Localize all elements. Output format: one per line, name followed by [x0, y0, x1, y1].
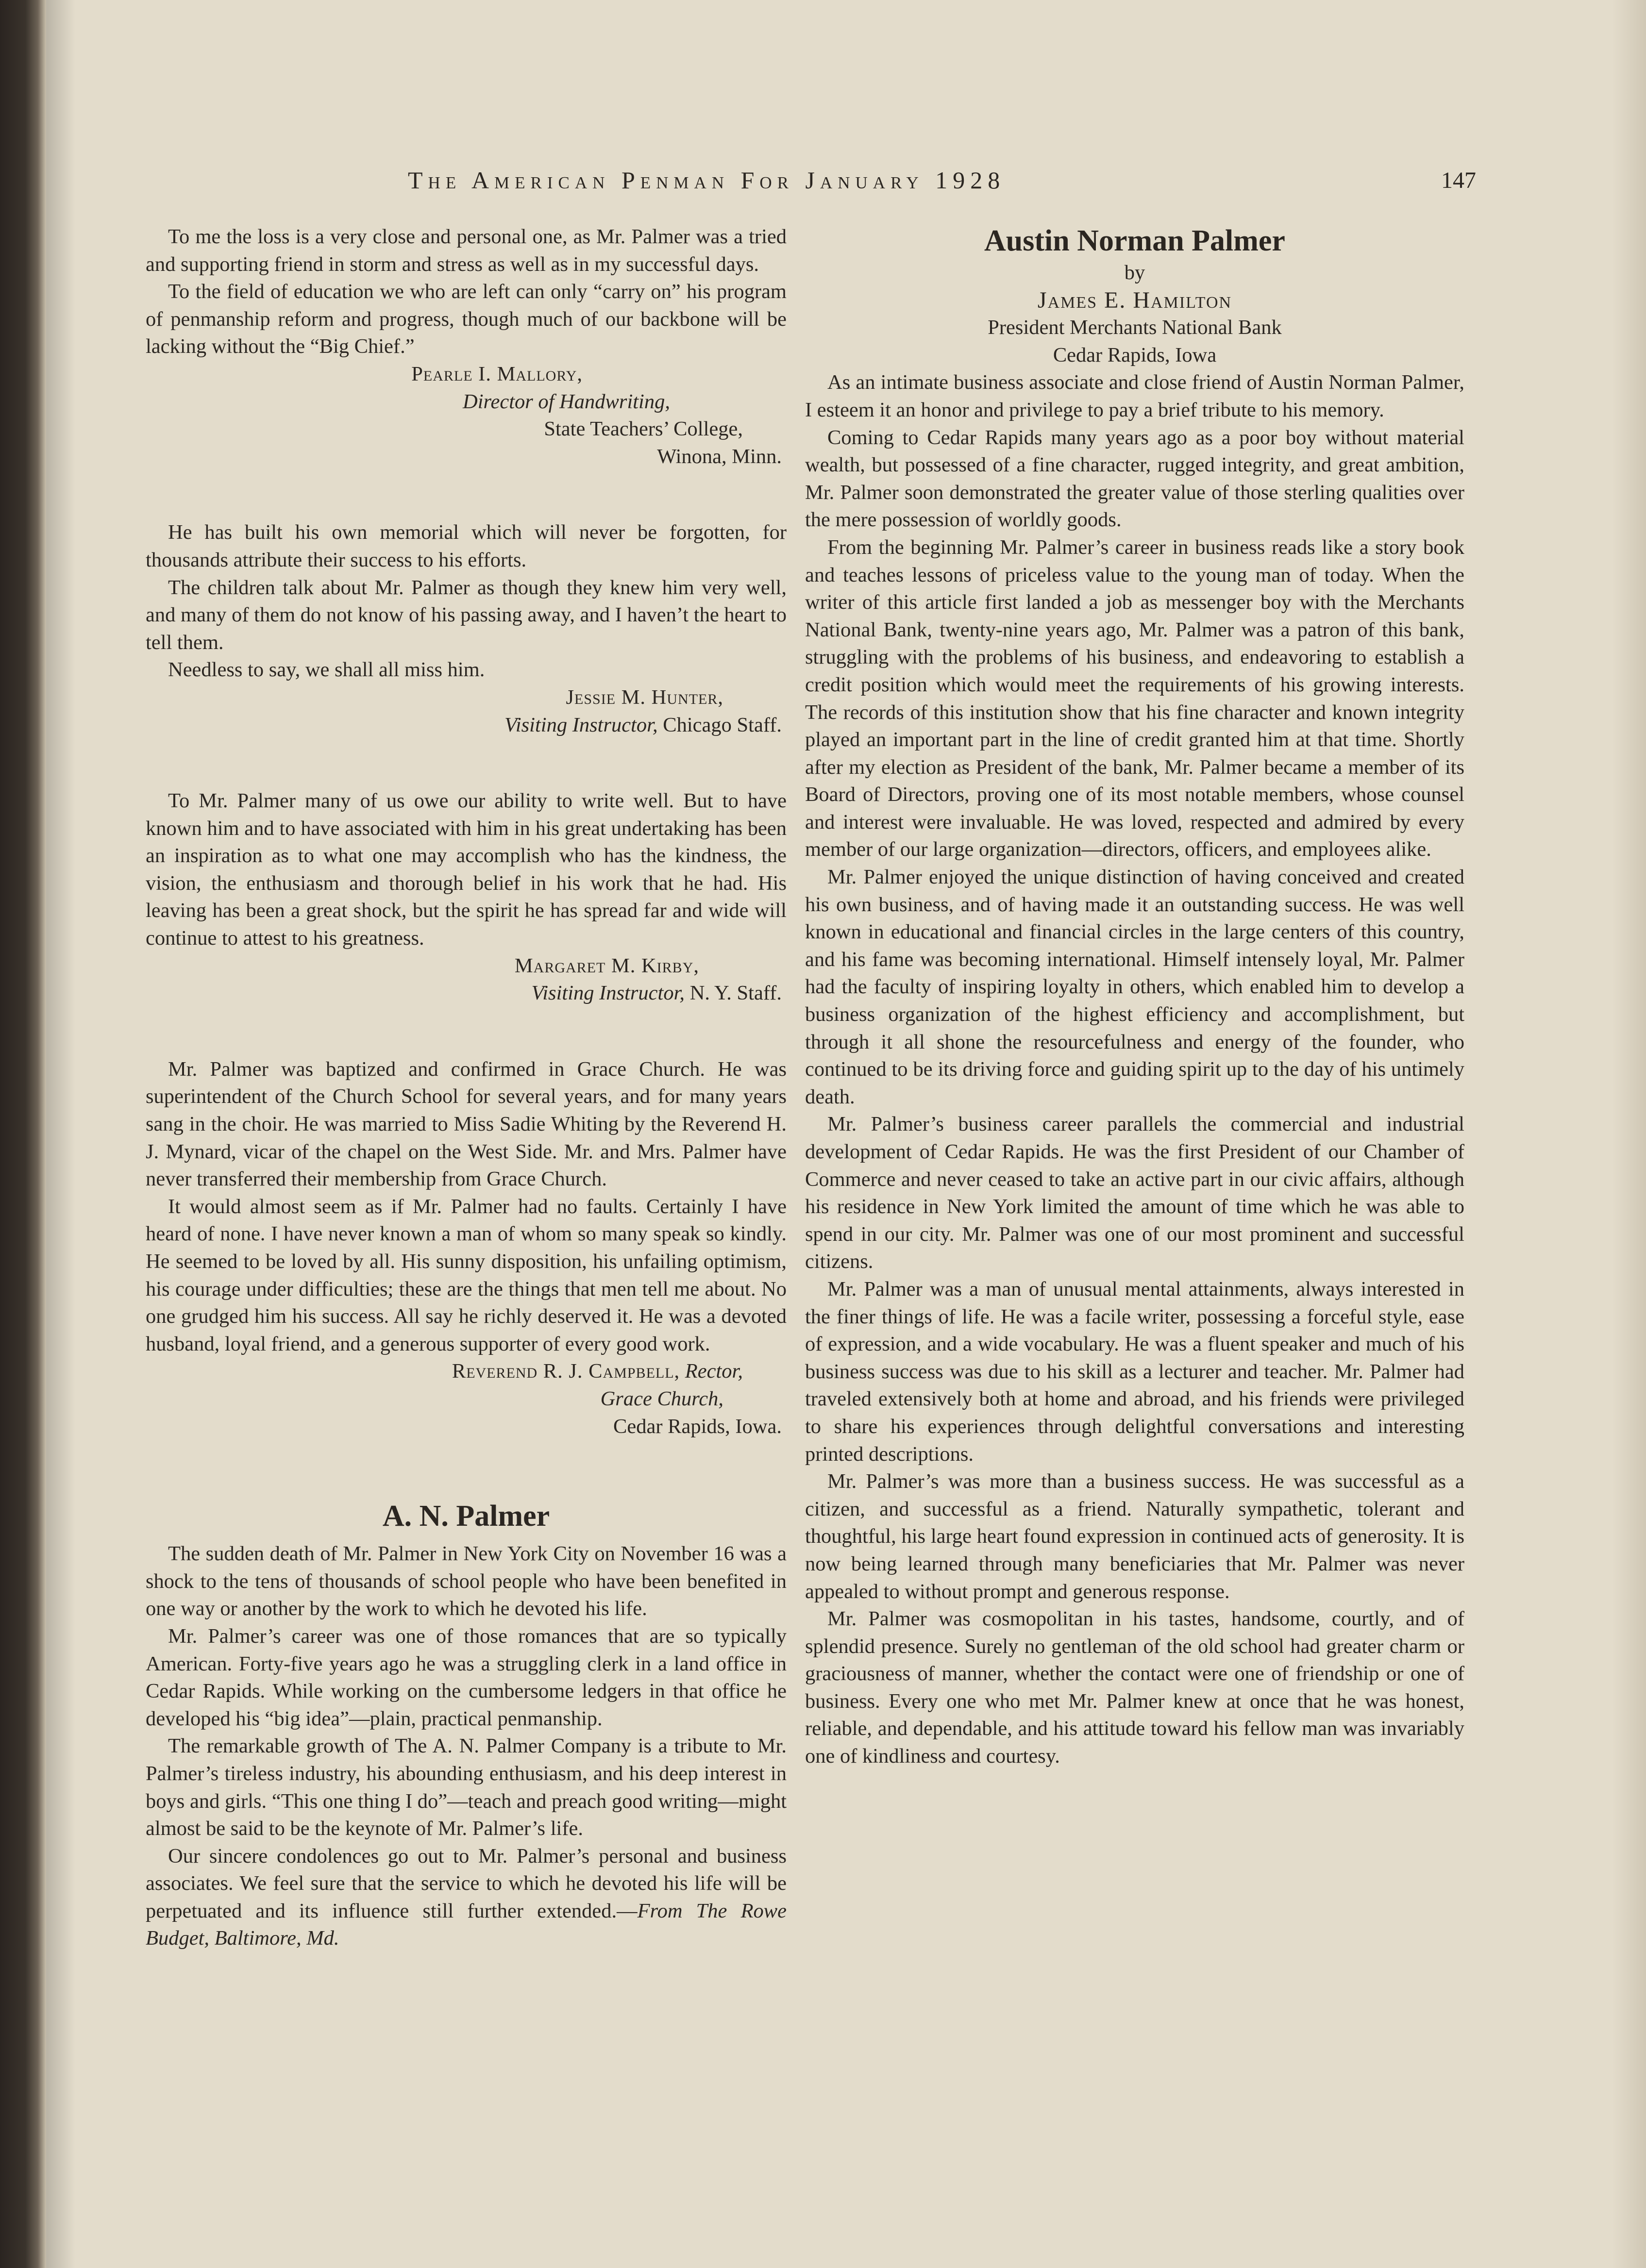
signature-name: Pearle I. Mallory,: [411, 362, 583, 385]
signature-name: Reverend R. J. Campbell,: [452, 1360, 680, 1383]
signature-org: Grace Church,: [600, 1387, 723, 1410]
signature-org: Chicago Staff.: [663, 713, 782, 736]
gutter-shadow: [46, 0, 75, 2268]
article-title: A. N. Palmer: [382, 1500, 550, 1533]
paragraph: To Mr. Palmer many of us owe our ability to write well. But to have known him and to have associated with him in his great undertaking has been an inspiration as to what one may accomplish who has the kindness, the vision, the enthusiasm and thorough belief in his work that he had. His leaving has been a great shock, but the spirit he has spread far and wide will continue to attest to his greatness.: [146, 789, 787, 950]
article-title: Austin Norman Palmer: [984, 224, 1285, 257]
running-title: The American Penman For January 1928: [408, 167, 1006, 194]
signature-org: State Teachers’ College,: [544, 417, 743, 441]
paragraph: From the beginning Mr. Palmer’s career in business reads like a story book and teaches lessons of priceless value to the young man of today. When the writer of this article first landed a job as messenger boy with the Merchants National Bank, twenty-nine years ago, Mr. Palmer was a patron of this bank, struggling with the problems of his business, and endeavoring to establish a credit position which would meet the requirements of his growing interests. The records of this institution show that his fine character and known integrity played an important part in the line of credit granted him at that time. Shortly after my election as President of the bank, Mr. Palmer became a member of its Board of Directors, proving one of its most notable members, whose counsel and interest were invaluable. He was loved, respected and admired by every member of our large organization—directors, officers, and employees alike.: [805, 535, 1464, 861]
paragraph: Mr. Palmer’s was more than a business success. He was successful as a citizen, and successful as a friend. Naturally sympathetic, tolerant and thoughtful, his large heart found expression in continued acts of generosity. It is now being learned through many beneficiaries that Mr. Palmer was never appealed to without prompt and generous response.: [805, 1470, 1464, 1603]
section-gap: [146, 1440, 787, 1499]
paragraph: The remarkable growth of The A. N. Palmer Company is a tribute to Mr. Palmer’s tireless industry, his abounding enthusiasm, and his deep interest in boys and girls. “This one thing I do”—teach and preach good writing—might almost be said to be the keynote of Mr. Palmer’s life.: [146, 1734, 787, 1840]
paragraph: Mr. Palmer’s career was one of those romances that are so typically American. Forty-five years ago he was a struggling clerk in a land office in Cedar Rapids. While working on the cumbersome ledgers in that office he developed his “big idea”—plain, practical penmanship.: [146, 1624, 787, 1730]
running-head: [146, 166, 1476, 200]
paragraph: Mr. Palmer was baptized and confirmed in Grace Church. He was superintendent of the Church School for several years, and for many years sang in the choir. He was married to Miss Sadie Whiting by the Reverend H. J. Mynard, vicar of the chapel on the West Side. Mr. and Mrs. Palmer have never transferred their membership from Grace Church.: [146, 1057, 787, 1191]
signature-name: Jessie M. Hunter,: [566, 685, 723, 709]
author-title: President Merchants National Bank: [988, 316, 1282, 339]
author-place: Cedar Rapids, Iowa: [1053, 343, 1217, 367]
signature-title: Rector,: [685, 1360, 743, 1383]
signature-title: Director of Handwriting,: [463, 390, 670, 413]
paragraph: He has built his own memorial which will never be forgotten, for thousands attribute their success to his efforts.: [146, 521, 787, 571]
page-edge: [1612, 0, 1646, 2268]
book-binding-edge: [0, 0, 46, 2268]
paragraph: It would almost seem as if Mr. Palmer had no faults. Certainly I have heard of none. I have never known a man of whom so many speak so kindly. He seemed to be loved by all. His sunny disposition, his unfailing optimism, his courage under difficulties; these are the things that men tell me about. No one grudged him his success. All say he richly deserved it. He was a devoted husband, loyal friend, and a generous supporter of every good work.: [146, 1195, 787, 1355]
tribute-kirby: [146, 787, 787, 1007]
signature-place: Cedar Rapids, Iowa.: [613, 1415, 782, 1438]
paragraph-text: Our sincere condolences go out to Mr. Palmer’s personal and business associates. We feel sure that the service to which he devoted his life will be perpetuated and its influence still further extended.—: [146, 1844, 787, 1922]
signature-place: Winona, Minn.: [657, 445, 782, 468]
paragraph: The children talk about Mr. Palmer as though they knew him very well, and many of them do not know of his passing away, and I haven’t the heart to tell them.: [146, 576, 787, 654]
source-credit: From The Rowe Budget, Baltimore, Md.: [146, 1899, 787, 1950]
paragraph: Coming to Cedar Rapids many years ago as a poor boy without material wealth, but possessed of a fine character, rugged integrity, and great ambition, Mr. Palmer soon demonstrated the greater value of those sterling qualities over the mere possession of worldly goods.: [805, 426, 1464, 532]
article-an-palmer: [146, 1499, 787, 1952]
paragraph: As an intimate business associate and close friend of Austin Norman Palmer, I esteem it an honor and privilege to pay a brief tribute to his memory.: [805, 371, 1464, 421]
section-gap: [146, 470, 787, 519]
section-gap: [146, 1007, 787, 1056]
paragraph: Needless to say, we shall all miss him.: [168, 658, 485, 682]
left-column: [146, 223, 787, 1952]
byline-author: James E. Hamilton: [1037, 287, 1232, 313]
paragraph: The sudden death of Mr. Palmer in New York City on November 16 was a shock to the tens of thousands of school people who have been benefited in one way or another by the work to which he devoted his life.: [146, 1542, 787, 1620]
paragraph: Mr. Palmer was cosmopolitan in his tastes, handsome, courtly, and of splendid presence. Surely no gentleman of the old school had greater charm or graciousness of manner, whether the contact were one of friendship or one of business. Every one who met Mr. Palmer knew at once that he was honest, reliable, and dependable, and his attitude toward his fellow man was invariably one of kindliness and courtesy.: [805, 1607, 1464, 1768]
paragraph: [146, 1843, 787, 1952]
signature-title: Visiting Instructor,: [531, 982, 685, 1005]
page-number: 147: [1441, 167, 1476, 193]
article-austin-norman-palmer: [805, 223, 1464, 1770]
tribute-hunter: [146, 519, 787, 739]
paragraph: To me the loss is a very close and personal one, as Mr. Palmer was a tried and supporting friend in storm and stress as well as in my successful days.: [146, 225, 787, 276]
paragraph: To the field of education we who are left can only “carry on” his program of penmanship reform and progress, though much of our backbone will be lacking without the “Big Chief.”: [146, 280, 787, 358]
paragraph: Mr. Palmer enjoyed the unique distinction of having conceived and created his own business, and of having made it an outstanding success. He was well known in educational and financial circles in the large centers of this country, and his fame was becoming international. Himself intensely loyal, Mr. Palmer had the faculty of inspiring loyalty in others, which enabled him to develop a business organization of the highest efficiency and accomplishment, but through it all shone the resourcefulness and energy of the founder, who continued to be its driving force and guiding spirit up to the day of his untimely death.: [805, 866, 1464, 1108]
tribute-campbell: [146, 1056, 787, 1440]
signature-name: Margaret M. Kirby,: [514, 954, 699, 977]
tribute-mallory: [146, 223, 787, 470]
byline-by: by: [1124, 261, 1145, 284]
right-column: [805, 223, 1464, 1770]
section-gap: [146, 739, 787, 787]
signature-org: N. Y. Staff.: [689, 982, 782, 1005]
paragraph: Mr. Palmer was a man of unusual mental attainments, always interested in the finer things of life. He was a facile writer, possessing a forceful style, ease of expression, and a wide vocabulary. He was a fluent speaker and much of his business success was due to his skill as a lecturer and teacher. Mr. Palmer had traveled extensively both at home and abroad, and his friends were privileged to share his experiences through delightful conversations and interesting printed descriptions.: [805, 1277, 1464, 1466]
signature-title: Visiting Instructor,: [504, 713, 658, 736]
paragraph: Mr. Palmer’s business career parallels the commercial and industrial development of Cedar Rapids. He was the first President of our Chamber of Commerce and never ceased to take an active part in our civic affairs, although his residence in New York limited the amount of time which he was able to spend in our city. Mr. Palmer was one of our most prominent and successful citizens.: [805, 1113, 1464, 1273]
